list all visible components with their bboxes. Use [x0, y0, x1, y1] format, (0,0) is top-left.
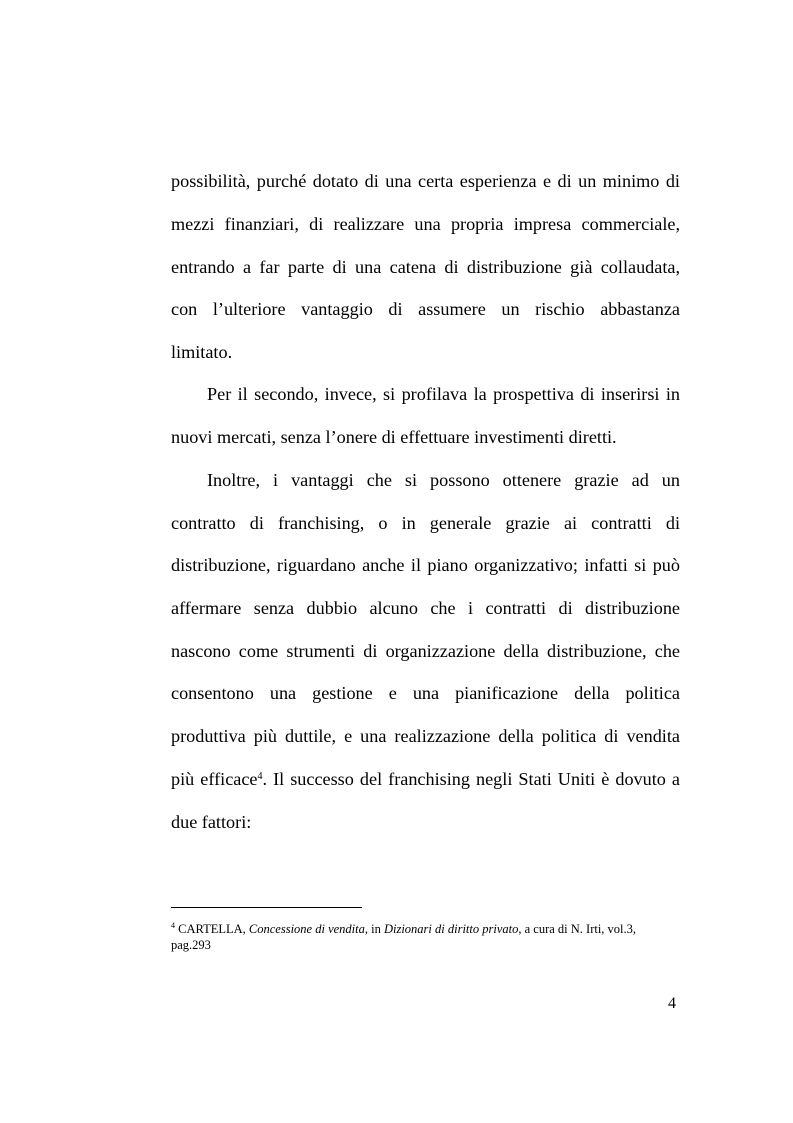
body-line-11: affermare senza dubbio alcuno che i contratti di distribuzione — [171, 598, 680, 618]
body-line-7: nuovi mercati, senza l’onere di effettuare investimenti diretti. — [171, 427, 617, 447]
text-segment: più efficace — [171, 769, 258, 789]
body-line-9: contratto di franchising, o in generale grazie ai contratti di — [171, 513, 680, 533]
page-number: 4 — [668, 995, 676, 1012]
footnote-rest: , a cura di N. Irti, vol.3, — [518, 922, 637, 936]
body-line-1: possibilità, purché dotato di una certa esperienza e di un minimo di — [171, 171, 680, 191]
body-line-14: produttiva più duttile, e una realizzazione della politica di vendita — [171, 726, 680, 746]
body-line-15 — [171, 768, 680, 790]
body-line-2: mezzi finanziari, di realizzare una propria impresa commerciale, — [171, 214, 680, 234]
body-line-6: Per il secondo, invece, si profilava la prospettiva di inserirsi in — [207, 384, 680, 404]
footnote-separator — [171, 907, 362, 908]
body-line-8: Inoltre, i vantaggi che si possono ottenere grazie ad un — [207, 470, 680, 490]
body-line-13: consentono una gestione e una pianificazione della politica — [171, 683, 680, 703]
body-line-5: limitato. — [171, 342, 233, 362]
body-line-3: entrando a far parte di una catena di distribuzione già collaudata, — [171, 257, 680, 277]
body-line-16: due fattori: — [171, 812, 252, 832]
footnote-author: CARTELLA, — [175, 922, 249, 936]
footnote-collection: Dizionari di diritto privato — [383, 922, 519, 936]
body-line-12: nascono come strumenti di organizzazione della distribuzione, che — [171, 641, 680, 661]
body-line-10: distribuzione, riguardano anche il piano organizzativo; infatti si può — [171, 555, 680, 575]
text-segment: . Il successo del franchising negli Stati Uniti è dovuto a — [262, 769, 680, 789]
footnote-reference: 4 — [257, 771, 263, 782]
body-line-4: con l’ulteriore vantaggio di assumere un rischio abbastanza — [171, 299, 680, 319]
footnote-line-2: pag.293 — [171, 938, 211, 952]
footnote-work-title: Concessione di vendita — [248, 922, 365, 936]
footnote-line-1 — [171, 921, 680, 937]
footnote-number: 4 — [171, 921, 175, 930]
footnote-middle: , in — [364, 922, 384, 936]
